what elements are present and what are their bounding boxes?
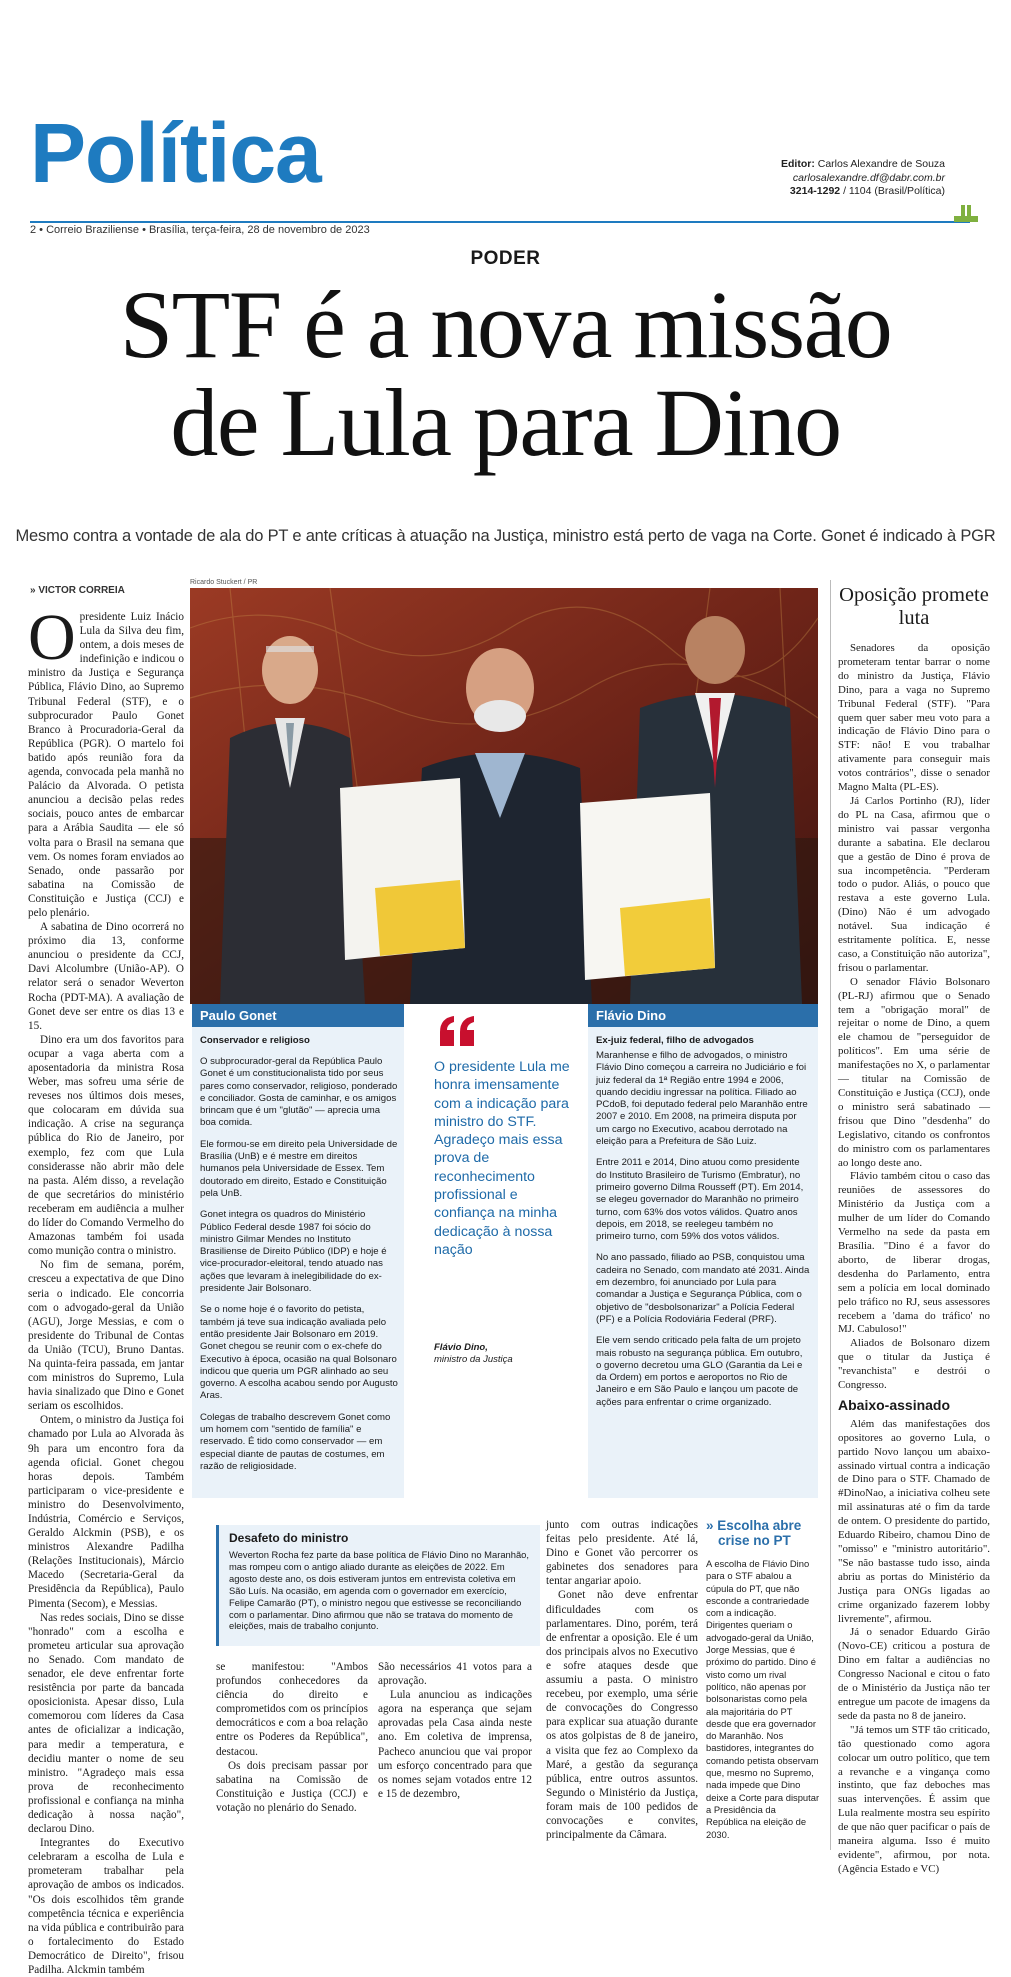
byline: » VICTOR CORREIA [30, 585, 125, 596]
dino-paragraph: Maranhense e filho de advogados, o ministro Flávio Dino começou a carreira no Judiciário e foi juiz federal da 1ª Região entre 1994 e 2006, quando decidiu ingressar na política. Filiado ao PCdoB, foi deputado federal pelo Maranhão entre 2007 e 2010. Em 2008, na primeira disputa por um cargo no Executivo, acabou derrotado na eleição para a Prefeitura de São Luiz. [596, 1050, 808, 1148]
dino-box-title: Flávio Dino [588, 1004, 818, 1027]
gonet-paragraph: Gonet integra os quadros do Ministério Público Federal desde 1987 foi sócio do ministro Gilmar Mendes no Instituto Brasiliense de Direito Público (IDP) e hoje é vice-procurador-eleitoral, tendo atuado nas ações que levaram à inelegibilidade do ex-presidente Jair Bolsonaro. [200, 1209, 387, 1295]
subheadline: Mesmo contra a vontade de ala do PT e ante críticas à atuação na Justiça, ministro está perto de vaga na Corte. Gonet é indicado à PGR [15, 527, 996, 545]
main-paragraph: São necessários 41 votos para a aprovação. [378, 1661, 532, 1688]
dino-box-text [596, 1050, 810, 1496]
pull-quote [424, 1004, 576, 1474]
dino-paragraph: Entre 2011 e 2014, Dino atuou como presidente do Instituto Brasileiro de Turismo (Embratur), no primeiro governo Dilma Rousseff (PT). Em 2014, se elegeu governador do Maranhão no primeiro turno, com 63% dos votos válidos. Quatro anos depois, em 2018, se reelegeu também no primeiro turno, com 59% dos votos válidos. [596, 1157, 804, 1243]
gonet-box-text [200, 1056, 398, 1496]
escolha-title-line-1: » Escolha abre [706, 1518, 802, 1533]
masthead-rule [30, 221, 970, 223]
main-paragraph: Os dois precisam passar por sabatina na Comissão de Constituição e Justiça (CCJ) e votação no plenário do Senado. [216, 1759, 368, 1814]
masthead [30, 106, 980, 236]
desafeto-title: Desafeto do ministro [229, 1531, 349, 1545]
editor-email[interactable]: carlosalexandre.df@dabr.com.br [792, 171, 945, 184]
gonet-box-tag: Conservador e religioso [200, 1035, 310, 1046]
lead-photo [190, 588, 818, 1004]
gonet-paragraph: O subprocurador-geral da República Paulo Gonet é um constitucionalista tido por seus pares como conservador, religioso, ponderado e conciliador. Gosta de caminhar, e os amigos brincam que é um "glutão" — aprecia uma boa comida. [200, 1056, 398, 1129]
sidebar-paragraph: O senador Flávio Bolsonaro (PL-RJ) afirmou que o Senado tem a "obrigação moral" de rejeitar o nome de Dino, a quem ele chamou de "perseguidor de políticos". Em uma série de manifestações no X, o parlamentar — titular na Comissão de Constituição e Justiça (CCJ), onde o ministro será sabatinado — frisou que Dino "desdenha" do Legislativo, citando os confrontos do ministro com os parlamentares ao longo deste ano. [838, 975, 990, 1169]
main-paragraph: Lula anunciou as indicações agora na esperança que sejam aprovadas pela Casa ainda neste ano. Em coletiva de imprensa, Pacheco anunciou que vai propor um esforço concentrado para que os nomes sejam votados entre 12 e 15 de dezembro, [378, 1689, 532, 1800]
gonet-box-title: Paulo Gonet [192, 1004, 404, 1027]
main-paragraph: presidente Luiz Inácio Lula da Silva deu fim, ontem, a dois meses de indefinição e indicou o ministro da Justiça e Segurança Pública, Flávio Dino, ao Supremo Tribunal Federal (STF), e o subprocurador Paulo Gonet Branco à Procuradoria-Geral da República (PGR). O martelo foi batido após reunião fora da agenda, convocada pela manhã no Palácio da Alvorada. O petista anunciou a decisão pelas redes sociais, pouco antes de embarcar para a Arábia Saudita — ele só volta para o Brasil na semana que vem. Os nomes foram enviados ao Senado, onde passarão por sabatina na Comissão de Constituição e Justiça (CCJ) e pelo plenário. [28, 611, 184, 919]
main-paragraph: Ontem, o ministro da Justiça foi chamado por Lula ao Alvorada às 9h para um encontro fora da agenda oficial. Gonet chegou horas depois. Também participaram o vice-presidente e ministro do Desenvolvimento, Indústria, Comércio e Serviços, Geraldo Alckmin (PSB), e os ministros Alexandre Padilha (Relações Institucionais), Márcio Macedo (Secretaria-Geral da Presidência da República), Paulo Pimenta (Secom), e Messias. [28, 1414, 184, 1610]
sidebar [838, 580, 990, 1875]
main-paragraph: junto com outras indicações feitas pelo presidente. Até lá, Dino e Gonet vão percorrer os gabinetes dos senadores para tentar angariar apoio. [546, 1519, 698, 1588]
dino-box [588, 1004, 818, 1498]
quote-author [434, 1342, 574, 1366]
editor-name: Carlos Alexandre de Souza [817, 158, 945, 170]
sidebar-paragraph: Flávio também citou o caso das reuniões de assessores do Ministério da Justiça com a mulher de um líder do Comando Vermelho na sede da pasta em Brasília. "Dino é a favor do aborto, de liberar drogas, desdenha do Parlamento, entra sem a polícia em local dominado pelo tráfico no RJ, seus assessores recebem a 'dama do tráfico' no MJ. Cabuloso!" [838, 1170, 990, 1336]
quote-text: O presidente Lula me honra imensamente com a indicação para ministro do STF. Agradeço mais essa prova de reconhecimento profissional e confiança na minha dedicação à nossa nação [434, 1059, 570, 1258]
headline-line-2: de Lula para Dino [170, 369, 841, 476]
photo-illustration [190, 588, 818, 1004]
quote-author-name: Flávio Dino, [434, 1342, 488, 1353]
phone-extra: / 1104 (Brasil/Política) [843, 185, 945, 197]
sidebar-paragraph: Senadores da oposição prometeram tentar barrar o nome do ministro da Justiça, Flávio Dino, para a vaga no Supremo Tribunal Federal (STF). "Para quem quer saber meu voto para a indicação de Flávio Dino para o STF: não! E vou trabalhar ativamente para conseguir mais votos contrários", disse o senador Magno Malta (PL-ES). [838, 642, 990, 794]
sidebar-paragraph: "Já temos um STF tão criticado, tão questionado como agora colocar um outro político, que tem a revanche e a vingança como instinto, que faz deboches mas suas intervenções. É assim que Lula realmente mostra seu espírito de que não quer pacificar o país de maneira alguma. Isso é muito evidente", afirmou, por nota. (Agência Estado e VC) [838, 1723, 990, 1875]
main-column-3 [378, 1660, 532, 1860]
gonet-box [192, 1004, 404, 1498]
sidebar-text [838, 642, 990, 1877]
escolha-title-line-2: crise no PT [718, 1533, 791, 1548]
dino-paragraph: Ele vem sendo criticado pela falta de um projeto mais robusto na segurança pública. Em outubro, o governo decretou uma GLO (Garantia da Lei e da Ordem) em portos e aeroportos no Rio de Janeiro e em São Paulo e lançou um pacote de ações para enfrentar o crime organizado. [596, 1335, 803, 1408]
main-paragraph: se manifestou: "Ambos profundos conhecedores da ciência do direito e comprometidos com os princípios democráticos e com a boa relação entre os Poderes da República", destacou. [216, 1661, 368, 1758]
main-paragraph: Integrantes do Executivo celebraram a escolha de Lula e prometeram trabalhar pela aprovação de ambos os indicados. "Os dois escolhidos têm grande competência técnica e experiência na vida pública e contribuirão para o fortalecimento do Estado Democrático de Direito", frisou Padilha. Alckmin também [28, 1837, 184, 1976]
folio-line: 2 • Correio Braziliense • Brasília, terça-feira, 28 de novembro de 2023 [30, 224, 370, 236]
gonet-paragraph: Se o nome hoje é o favorito do petista, também já teve sua indicação avaliada pelo então presidente Jair Bolsonaro em 2019. Gonet chegou se reunir com o ex-chefe do Executivo à época, ocasião na qual Bolsonaro indicou que queria um PGR alinhado ao seu governo. A escolha acabou sendo por Augusto Aras. [200, 1304, 398, 1402]
sidebar-paragraph: Além das manifestações dos opositores ao governo Lula, o partido Novo lançou um abaixo-assinado virtual contra a indicação de Dino para o STF. Chamado de #DinoNao, a iniciativa colheu sete mil assinaturas até o fim da tarde de ontem. O presidente do partido, Eduardo Ribeiro, chamou Dino de "omisso" e "ministro autoritário". "Se não bastasse tudo isso, ainda abriu as portas do Ministério da Justiça para ONGs ligadas ao crime organizado fazerem lobby livremente", afirmou. [838, 1417, 990, 1625]
quote-mark-icon [438, 1014, 478, 1048]
main-paragraph: A sabatina de Dino ocorrerá no próximo dia 13, conforme anunciou o presidente da CCJ, Davi Alcolumbre (União-AP). O relator será o senador Weverton Rocha (PDT-MA). A avaliação de Gonet deve ser entre os dias 13 e 15. [28, 921, 184, 1032]
gonet-paragraph: Ele formou-se em direito pela Universidade de Brasília (UnB) e é mestre em direitos humanos pela Universidade de Essex. Tem doutorado em direito, Estado e Constituição pela UnB. [200, 1138, 398, 1199]
phone: 3214-1292 [789, 185, 841, 197]
dino-paragraph: No ano passado, filiado ao PSB, conquistou uma cadeira no Senado, com mandato até 2031. Ainda em dezembro, foi anunciado por Lula para comandar a Justiça e Segurança Pública, com o objetivo de "desbolsonarizar" a Polícia Federal (PF) e a Polícia Rodoviária Federal (PRF). [596, 1252, 810, 1325]
sidebar-paragraph: Já Carlos Portinho (RJ), líder do PL na Casa, afirmou que o ministro vai passar vergonha durante a sabatina. Ele declarou que a gestão de Dino é prova de sua incompetência. "Perderam todo o pudor. Aliás, o pouco que restava a este governo Lula. (Dino) Não é um advogado notável. Sua indicação é estritamente política. E, nesse caso, a Constituição não autoriza", frisou o parlamentar. [838, 794, 990, 974]
dino-box-tag: Ex-juiz federal, filho de advogados [596, 1035, 754, 1046]
sidebar-rule [830, 580, 831, 1850]
headline [0, 271, 1011, 476]
gonet-paragraph: Colegas de trabalho descrevem Gonet como um homem com "sentido de família" e reservado. É tido como conservador — em especial diante de pautas de costumes, em razão de religiosidade. [200, 1411, 391, 1472]
main-paragraph: No fim de semana, porém, cresceu a expectativa de que Dino seria o indicado. Ele concorria com o advogado-geral da União (AGU), Jorge Messias, e com o presidente do Tribunal de Contas da União (TCU), Bruno Dantas. Na quinta-feira passada, em jantar com ministros do Supremo, Lula havia sinalizado que Dino e Gonet seriam os escolhidos. [28, 1259, 184, 1413]
escolha-title [706, 1518, 820, 1548]
desafeto-text: Weverton Rocha fez parte da base política de Flávio Dino no Maranhão, mas rompeu com o antigo aliado durante as eleições de 2022. Em agosto deste ano, os dois estiveram juntos em entrevista coletiva em São Luís. Na ocasião, em agenda com o governador em exercício, Felipe Camarão (PT), o ministro negou que estivesse se reconciliando com o parlamentar. Dino afirmou que não se tratava do momento de eleições, mais de trabalho conjunto. [229, 1549, 529, 1632]
quote-author-role: ministro da Justiça [434, 1354, 513, 1365]
main-paragraph: Gonet não deve enfrentar dificuldades com os parlamentares. Dino, porém, terá de enfrentar a oposição. Ele é um dos principais alvos no Executivo e sofre ataques desde que assumiu a pasta. O ministro recebeu, por exemplo, uma série de convocações do Congresso para explicar sua atuação durante os atos golpistas de 8 de janeiro, a visita que fez ao Complexo da Maré, a gestão da segurança pública, entre outros assuntos. Segundo o Ministério da Justiça, foram mais de 100 pedidos de convocações e convites, principalmente da Câmara. [546, 1589, 698, 1842]
building-icon [952, 202, 980, 224]
escolha-text: A escolha de Flávio Dino para o STF abalou a cúpula do PT, que não esconde a contrariedade com a indicação. Dirigentes queriam o advogado-geral da União, Jorge Messias, que é próximo do partido. Dino é visto como um rival político, não apenas por bolsonaristas como pela ala majoritária do PT desde que era governador do Maranhão. Nos bastidores, integrantes do comando petista observam que, mesmo no Supremo, nada impede que Dino deixe a Corte para disputar a Presidência da República na eleição de 2030. [706, 1558, 820, 1840]
escolha-box [706, 1518, 820, 1858]
desafeto-box [216, 1525, 540, 1646]
headline-line-1: STF é a nova missão [119, 271, 892, 378]
main-column-2 [216, 1660, 368, 1860]
main-column-4 [546, 1518, 698, 1858]
editor-block [781, 158, 945, 199]
sidebar-title: Oposição promete luta [839, 584, 989, 629]
kicker: PODER [470, 248, 541, 269]
drop-cap: O [28, 601, 76, 674]
section-title: Política [30, 106, 321, 200]
photo-credit: Ricardo Stuckert / PR [190, 579, 258, 586]
sidebar-subhead: Abaixo-assinado [838, 1396, 951, 1413]
sidebar-paragraph: Aliados de Bolsonaro dizem que o titular da Justiça é "revanchista" e destrói o Congresso. [838, 1337, 990, 1392]
editor-label: Editor: [781, 158, 815, 170]
main-paragraph: Nas redes sociais, Dino se disse "honrado" com a escolha e prometeu articular sua aprovação no Senado. Com mandato de senador, ele deve enfrentar forte resistência por parte da bancada oposicionista. Apesar disso, Lula comemorou com líderes da Casa antes de oficializar a indicação, para medir a temperatura, e decidiu manter o nome de seu ministro. "Agradeço mais essa prova de reconhecimento profissional e confiança na minha dedicação à nossa nação", declarou Dino. [28, 1611, 184, 1836]
sidebar-paragraph: Já o senador Eduardo Girão (Novo-CE) criticou a postura de Dino em faltar a audiências no Congresso Nacional e citou o fato de o Ministério da Justiça não ter entregue um pacote de imagens da sede da pasta no 8 de janeiro. [838, 1626, 990, 1722]
main-paragraph: Dino era um dos favoritos para ocupar a vaga aberta com a aposentadoria da ministra Rosa Weber, mas sofreu uma série de reveses nos últimos dois meses, que colocaram em dúvida sua indicação. A crise na segurança pública do Rio de Janeiro, por exemplo, fez com que Lula considerasse não abrir mão dele na pasta. Além disso, a revelação de que secretários do ministério receberam em audiência a mulher do líder do Comando Vermelho do Amazonas também foi usada como munição contra o ministro. [28, 1033, 184, 1258]
main-column-1 [28, 601, 184, 1976]
